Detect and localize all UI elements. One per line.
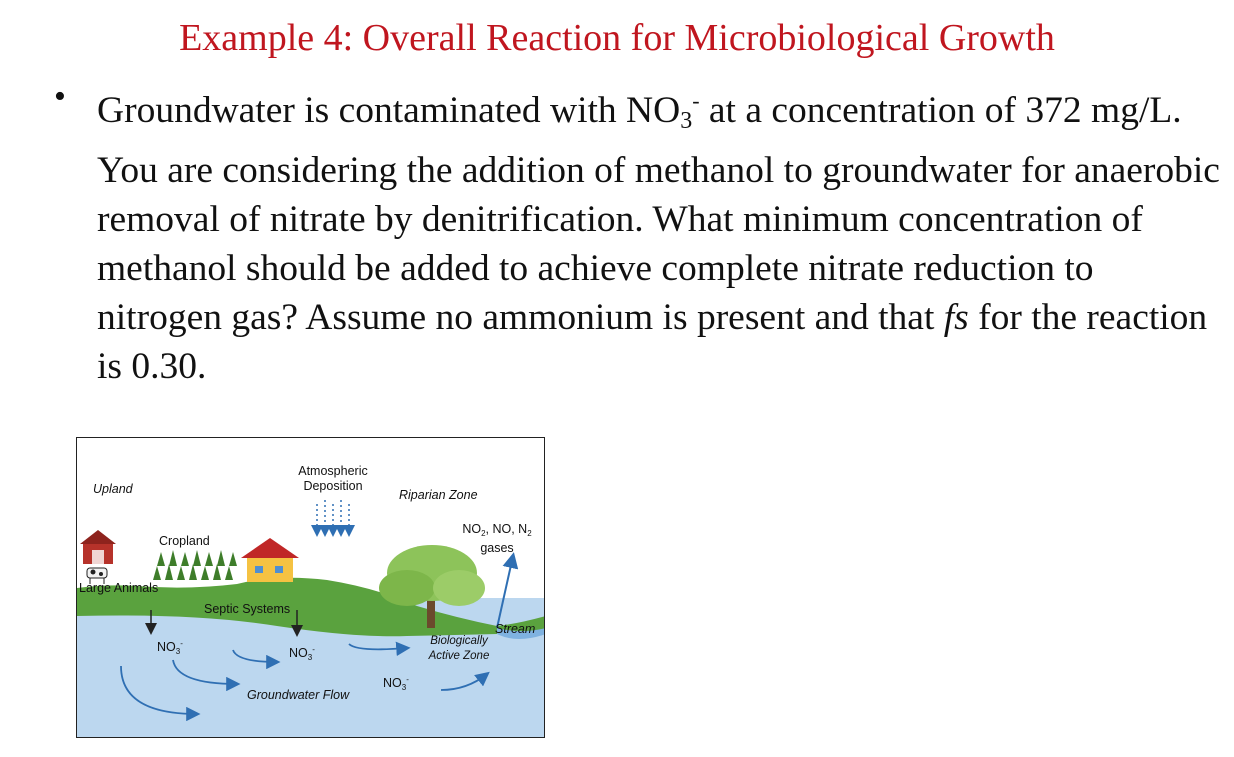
gases-n2-sub: 2 — [527, 529, 532, 538]
gases-n2-text: , NO, N — [485, 522, 528, 536]
no3-sup: - — [312, 645, 315, 654]
nitrogen-cycle-figure — [76, 437, 545, 738]
gases-line1 — [455, 522, 539, 541]
question-text — [97, 76, 1227, 391]
fs-term: fs — [943, 297, 969, 338]
question-part-2: at a concentration of 372 mg/L. You are considering the addition of methanol to groundwater for anaerobic removal of nitrate by denitrification. What minimum concentration of methanol should be added to achieve complete nitrate reduction to nitrogen gas? Assume no ammonium is present and that — [97, 90, 1220, 338]
nitrate-label-3 — [383, 672, 409, 695]
house-icon — [241, 538, 299, 582]
atmospheric-deposition-label — [291, 464, 375, 494]
no3-sub: 3 — [175, 647, 181, 656]
biologically-active-zone-label — [417, 634, 501, 664]
no3-text: NO — [383, 676, 402, 690]
no3-sup: - — [406, 675, 409, 684]
bullet-point: • — [54, 78, 66, 115]
no3-sub: 3 — [401, 683, 407, 692]
cropland-label: Cropland — [159, 534, 210, 548]
question-part-1: Groundwater is contaminated with NO — [97, 90, 681, 131]
cropland-plants — [153, 550, 237, 580]
atmospheric-line2: Deposition — [303, 479, 363, 493]
septic-systems-label: Septic Systems — [204, 602, 291, 616]
no3-sup: - — [180, 639, 183, 648]
large-animals-label: Large Animals — [79, 581, 159, 595]
bio-line2: Active Zone — [428, 650, 490, 662]
groundwater-flow-label: Groundwater Flow — [247, 688, 350, 702]
no3-text: NO — [289, 646, 308, 660]
nitrate-subscript: 3 — [680, 108, 693, 134]
atmospheric-line1: Atmospheric — [298, 464, 368, 478]
question-part-3: for the reaction is 0.30. — [97, 297, 1208, 387]
no3-text: NO — [157, 640, 176, 654]
riparian-zone-label: Riparian Zone — [399, 488, 478, 502]
no3-sub: 3 — [307, 653, 313, 662]
gases-no2-text: NO — [462, 522, 482, 536]
stream-label: Stream — [495, 622, 536, 636]
nitrate-label-1 — [157, 636, 183, 659]
deposition-dots — [317, 500, 349, 534]
gases-no2-sub: 2 — [481, 529, 486, 538]
gases-line2: gases — [480, 541, 514, 555]
slide-title: Example 4: Overall Reaction for Microbiological Growth — [179, 17, 1055, 59]
gases-label — [455, 522, 539, 556]
bio-line1: Biologically — [430, 635, 488, 647]
nitrate-label-2 — [289, 642, 315, 665]
nitrate-superscript: - — [692, 88, 700, 113]
upland-label: Upland — [93, 482, 133, 496]
barn-icon — [80, 530, 116, 564]
